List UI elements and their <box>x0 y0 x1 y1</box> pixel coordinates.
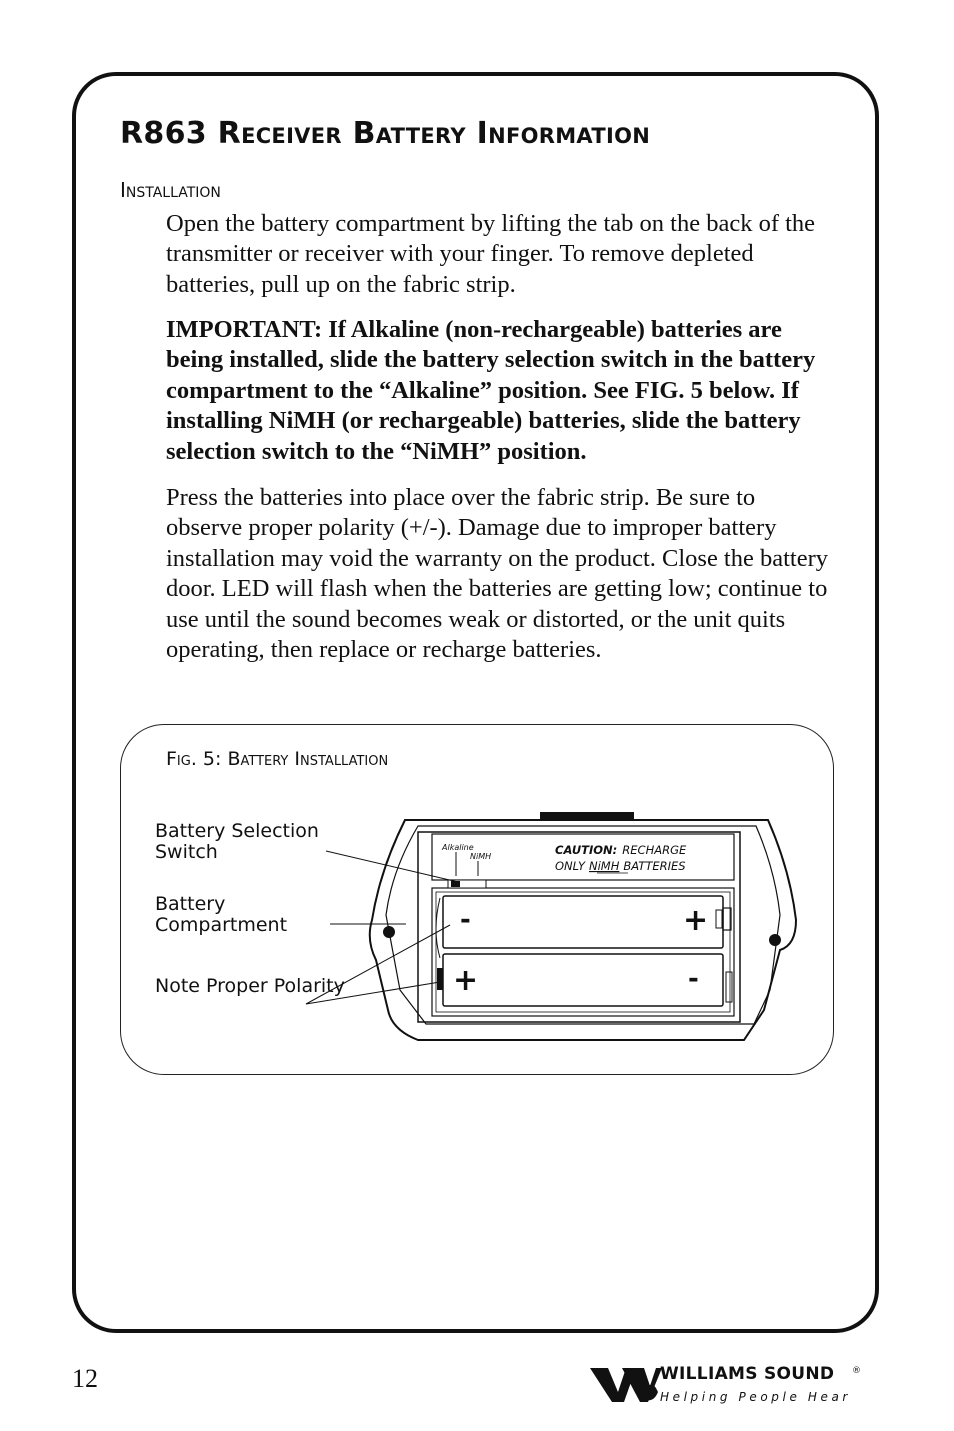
callout-battery-compartment: Battery Compartment <box>155 893 288 936</box>
callout-proper-polarity: Note Proper Polarity <box>155 975 345 997</box>
battery-1 <box>443 896 723 948</box>
battery-2 <box>443 954 723 1006</box>
switch-label-nimh: NiMH <box>470 852 492 861</box>
paragraph-instructions: Press the batteries into place over the fabric strip. Be sure to observe proper polarity (+/-). Damage due to improper battery installation may void the warranty on the product. Close the battery door. LED will flash when the batteries are getting low; continue to use until the sound becomes weak or distorted, or the unit quits operating, then replace or recharge batteries. <box>166 484 829 664</box>
contact-spring-2 <box>726 972 732 1002</box>
paragraph-opening: Open the battery compartment by lifting the tab on the back of the transmitter or receiver with your finger. To remove depleted batteries, pull up on the fabric strip. <box>166 210 816 298</box>
section-heading: Installation <box>120 178 221 202</box>
led-right <box>769 934 781 946</box>
caution-line-2: ONLY NiMH BATTERIES <box>555 859 686 873</box>
battery-2-plus-sign: + <box>453 963 479 998</box>
housing-tab <box>540 812 634 820</box>
brand-tagline: Helping People Hear <box>660 1390 851 1404</box>
led-left <box>383 926 395 938</box>
brand-name: WILLIAMS SOUND <box>660 1364 835 1384</box>
page-title: R863 Receiver Battery Information <box>120 116 651 151</box>
battery-1-minus-sign: - <box>460 905 471 935</box>
battery-1-plus-sign: + <box>683 903 709 938</box>
switch-label-alkaline: Alkaline <box>442 843 474 852</box>
figure-title: Fig. 5: Battery Installation <box>166 748 389 770</box>
registered-mark: ® <box>852 1366 861 1376</box>
paragraph-important: IMPORTANT: If Alkaline (non-rechargeable) batteries are being installed, slide the battery selection switch in the battery compartment to the “Alkaline” position. See FIG. 5 below. If installing NiMH (or rechargeable) batteries, slide the battery selection switch to the “NiMH” position. <box>166 316 816 465</box>
caution-line-1: CAUTION: RECHARGE <box>555 843 687 857</box>
fabric-strip <box>436 898 440 958</box>
leader-switch <box>326 851 458 882</box>
callout-battery-selection-switch: Battery Selection Switch <box>155 820 319 863</box>
battery-2-terminal <box>437 968 443 990</box>
battery-2-minus-sign: - <box>688 964 699 994</box>
page-number: 12 <box>72 1364 98 1393</box>
